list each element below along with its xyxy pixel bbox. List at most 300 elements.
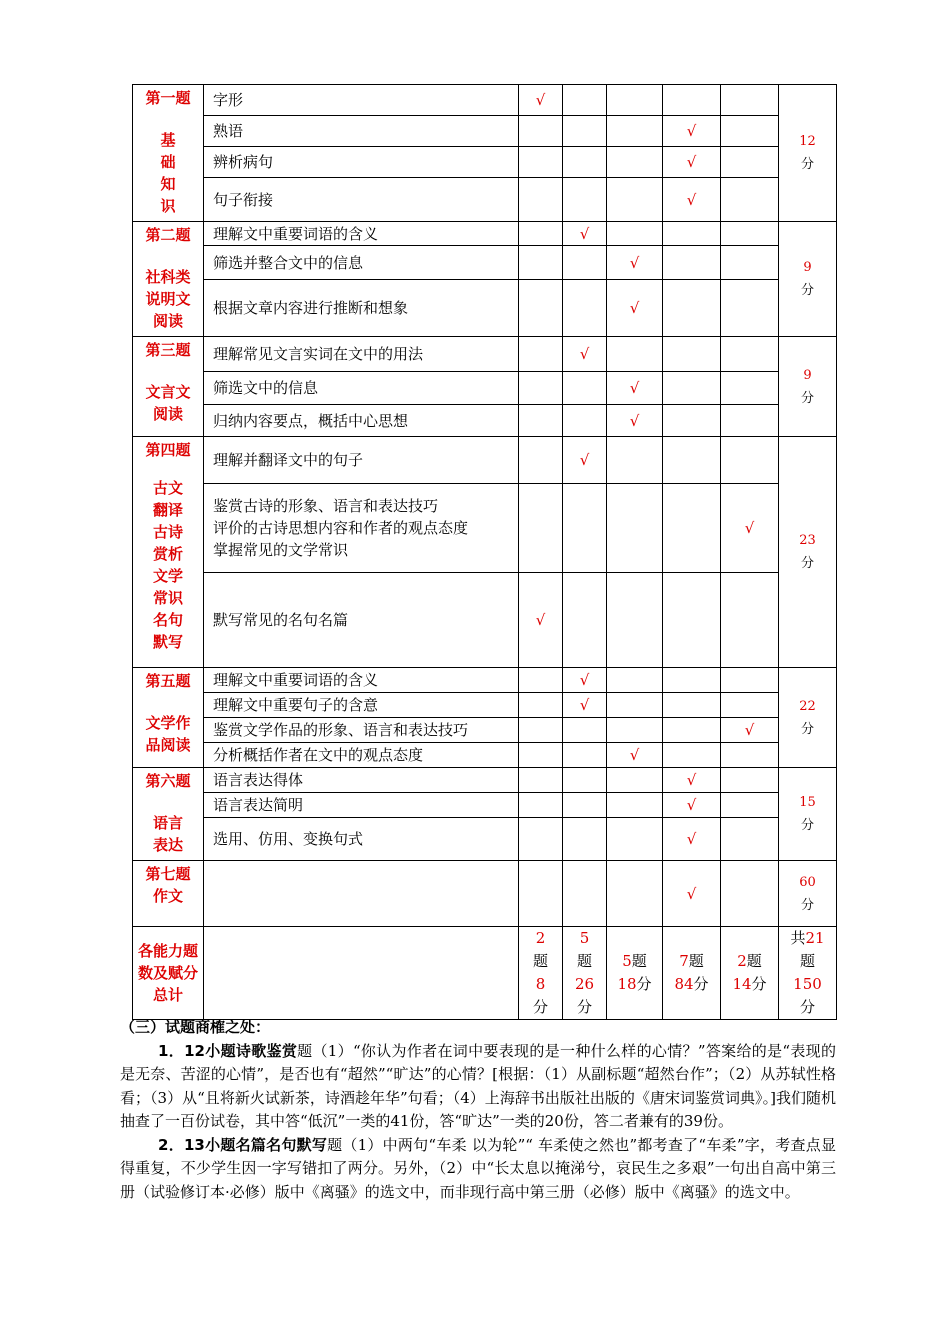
check-cell — [721, 484, 779, 573]
table-row — [133, 116, 837, 147]
score-unit: 分 — [800, 721, 814, 737]
section-name-line: 语言 — [152, 814, 183, 832]
section-score-cell — [779, 668, 837, 768]
section-number: 第五题 — [145, 672, 191, 690]
check-cell — [721, 573, 779, 668]
total-c4-cell — [663, 927, 721, 1020]
ability-item: 理解常见文言实词在文中的用法 — [213, 345, 424, 363]
check-cell — [663, 337, 721, 372]
section-label-cell — [133, 861, 204, 927]
section-name-line: 文言文 — [145, 383, 191, 401]
check-cell — [607, 718, 663, 743]
section-name-line: 古文 — [152, 479, 183, 497]
check-cell — [607, 437, 663, 484]
ability-item: 理解文中重要词语的含义 — [213, 224, 379, 243]
check-cell — [519, 718, 563, 743]
check-cell — [563, 116, 607, 147]
score-value: 9 — [803, 367, 812, 383]
ability-item-cell — [204, 337, 519, 372]
check-cell — [563, 437, 607, 484]
check-cell — [607, 222, 663, 246]
total-question-count: 2 — [535, 929, 546, 947]
total-question-unit: 题 — [746, 952, 762, 970]
check-cell — [607, 743, 663, 768]
score-value: 23 — [799, 533, 816, 548]
score-unit: 分 — [800, 283, 814, 298]
check-cell — [663, 861, 721, 927]
check-cell — [519, 337, 563, 372]
check-cell — [663, 668, 721, 693]
check-mark-icon: √ — [629, 411, 640, 430]
total-points: 8 — [535, 975, 546, 993]
section-name-line: 文学 — [152, 567, 183, 585]
check-cell — [607, 668, 663, 693]
section-score-cell — [779, 861, 837, 927]
total-points: 84 — [674, 975, 694, 993]
table-row — [133, 768, 837, 793]
ability-item: 语言表达得体 — [213, 771, 304, 789]
check-cell — [721, 718, 779, 743]
check-cell — [607, 484, 663, 573]
section-name-line: 阅读 — [152, 312, 183, 330]
check-cell — [519, 437, 563, 484]
total-c4 — [663, 950, 720, 996]
check-cell — [563, 818, 607, 861]
ability-item: 选用、仿用、变换句式 — [213, 830, 364, 848]
table-row — [133, 337, 837, 372]
check-cell — [721, 668, 779, 693]
totals-row — [133, 927, 837, 1020]
totals-label: 各能力题数及赋分总计 — [138, 942, 199, 1004]
check-mark-icon: √ — [535, 91, 546, 109]
table-body — [133, 85, 837, 1020]
ability-item-cell — [204, 405, 519, 437]
total-points-unit: 分 — [693, 975, 709, 993]
ability-item-line: 掌握常见的文学常识 — [213, 541, 349, 559]
grand-total-questions: 21 — [805, 929, 825, 947]
check-cell — [607, 116, 663, 147]
check-cell — [519, 222, 563, 246]
total-points-line — [721, 973, 778, 996]
section-label-cell — [133, 768, 204, 861]
check-cell — [519, 85, 563, 116]
section-name-line: 翻译 — [152, 501, 183, 519]
section-label-cell — [133, 337, 204, 437]
section-label-gap — [133, 246, 203, 266]
section-label-gap — [133, 692, 203, 712]
section-name-line: 默写 — [152, 633, 183, 651]
check-cell — [663, 793, 721, 818]
ability-item-cell — [204, 85, 519, 116]
check-cell — [563, 372, 607, 405]
score-value: 15 — [799, 795, 816, 810]
check-cell — [607, 768, 663, 793]
total-points-unit: 分 — [636, 975, 652, 993]
check-cell — [721, 437, 779, 484]
ability-item-cell — [204, 573, 519, 668]
ability-item: 句子衔接 — [213, 190, 274, 209]
check-cell — [519, 116, 563, 147]
table-row — [133, 405, 837, 437]
check-cell — [607, 573, 663, 668]
total-points-unit: 分 — [576, 998, 592, 1016]
section-name-line: 础 — [160, 153, 176, 171]
ability-item-cell — [204, 222, 519, 246]
check-cell — [721, 372, 779, 405]
grand-total-points: 150 — [793, 975, 822, 993]
paragraph-1-body: 题（1）“你认为作者在词中要表现的是一种什么样的心情？”答案给的是“表现的是无奈、苦涩的心情”，是否也有“超然”“旷达”的心情？[根据：（1）从副标题“超然台作”；（2）从苏轼性格看；（3）从“且将新火试新茶，诗酒趁年华”句看；（4）上海辞书出版社出版的《唐宋词鉴赏词典》。]我们随机抽查了一百份试卷，其中答“低沉”一类的41份，答“旷达”一类的20份，答二者兼有的39份。 — [120, 1041, 836, 1130]
table-row — [133, 573, 837, 668]
check-cell — [663, 178, 721, 222]
section-name-line: 阅读 — [152, 405, 183, 423]
ability-item: 根据文章内容进行推断和想象 — [213, 299, 409, 317]
check-cell — [721, 743, 779, 768]
total-points-unit: 分 — [751, 975, 767, 993]
check-cell — [607, 337, 663, 372]
total-c5 — [721, 950, 778, 996]
check-cell — [563, 405, 607, 437]
check-cell — [663, 818, 721, 861]
check-cell — [563, 718, 607, 743]
section-name-line: 名句 — [152, 611, 183, 629]
total-question-line — [721, 950, 778, 973]
score-unit: 分 — [800, 157, 814, 172]
section-number: 第四题 — [145, 441, 191, 459]
paragraph-2-body: 题（1）中两句“车柔 以为轮”“ 车柔使之然也”都考查了“车柔”字，考查点显得重复，不少学生因一字写错扣了两分。另外，（2）中“长太息以掩涕兮，哀民生之多艰”一句出自高中第三册（试验修订本·必修）版中《离骚》的选文中，而非现行高中第三册（必修）版中《离骚》的选文中。 — [120, 1135, 837, 1201]
section-score-cell — [779, 768, 837, 861]
table-row — [133, 147, 837, 178]
section-name-line: 作文 — [152, 887, 183, 905]
check-cell — [563, 484, 607, 573]
section-name-line: 常识 — [152, 589, 183, 607]
ability-item-cell — [204, 693, 519, 718]
total-question-line — [663, 950, 720, 973]
total-c5-cell — [721, 927, 779, 1020]
section-name-line: 文学作 — [145, 714, 191, 732]
check-mark-icon: √ — [686, 884, 697, 903]
total-c3 — [607, 950, 662, 996]
check-cell — [721, 793, 779, 818]
total-points-unit: 分 — [532, 998, 548, 1016]
score-unit: 分 — [800, 556, 814, 571]
section-score-cell — [779, 222, 837, 337]
check-cell — [663, 246, 721, 280]
section-score-cell — [779, 85, 837, 222]
check-cell — [607, 818, 663, 861]
table-row — [133, 222, 837, 246]
ability-item-cell — [204, 246, 519, 280]
total-points: 26 — [574, 975, 595, 993]
check-cell — [563, 768, 607, 793]
table-row — [133, 743, 837, 768]
section-name-line: 知 — [160, 175, 176, 193]
total-points-line — [663, 973, 720, 996]
check-mark-icon: √ — [629, 299, 640, 317]
check-cell — [563, 178, 607, 222]
check-cell — [607, 246, 663, 280]
check-cell — [563, 222, 607, 246]
check-mark-icon: √ — [535, 611, 546, 629]
check-cell — [519, 178, 563, 222]
ability-item-cell — [204, 116, 519, 147]
check-mark-icon: √ — [686, 122, 697, 140]
paragraph-1-lead: 1．12小题诗歌鉴赏 — [158, 1041, 298, 1060]
totals-label-cell — [133, 927, 204, 1020]
check-cell — [721, 405, 779, 437]
table-row — [133, 437, 837, 484]
total-c1-cell — [519, 927, 563, 1020]
section-score-cell — [779, 337, 837, 437]
section-heading: （三）试题商榷之处： — [120, 1018, 271, 1036]
ability-item-cell — [204, 437, 519, 484]
check-mark-icon: √ — [629, 253, 640, 272]
check-cell — [663, 222, 721, 246]
check-cell — [607, 372, 663, 405]
check-cell — [607, 793, 663, 818]
check-mark-icon: √ — [579, 224, 590, 243]
score-unit: 分 — [800, 897, 814, 913]
check-cell — [663, 85, 721, 116]
check-cell — [607, 405, 663, 437]
section-score-cell — [779, 437, 837, 668]
check-mark-icon: √ — [686, 153, 697, 171]
check-cell — [663, 280, 721, 337]
check-cell — [663, 743, 721, 768]
ability-item: 字形 — [213, 91, 244, 109]
ability-item-cell — [204, 178, 519, 222]
total-c1 — [519, 927, 562, 1019]
check-cell — [663, 484, 721, 573]
total-points-line — [607, 973, 662, 996]
section-number: 第二题 — [145, 226, 191, 244]
ability-item-cell — [204, 280, 519, 337]
check-mark-icon: √ — [629, 746, 640, 764]
ability-item-cell — [204, 861, 519, 927]
total-c3-cell — [607, 927, 663, 1020]
score-value: 22 — [799, 698, 816, 714]
section-name-line: 赏析 — [152, 545, 183, 563]
section-number: 第六题 — [145, 772, 191, 790]
grand-total-question-line — [779, 927, 836, 950]
check-cell — [721, 178, 779, 222]
check-cell — [563, 147, 607, 178]
table-row — [133, 85, 837, 116]
check-cell — [607, 85, 663, 116]
check-cell — [563, 85, 607, 116]
total-question-count: 5 — [579, 929, 590, 947]
section-name-line: 社科类 — [145, 268, 191, 286]
check-cell — [519, 861, 563, 927]
empty-cell — [204, 927, 519, 1020]
check-cell — [563, 668, 607, 693]
check-mark-icon: √ — [579, 696, 590, 714]
check-cell — [519, 693, 563, 718]
ability-item-cell — [204, 793, 519, 818]
ability-item: 筛选文中的信息 — [213, 379, 319, 397]
check-cell — [607, 178, 663, 222]
table-row — [133, 861, 837, 927]
check-cell — [663, 718, 721, 743]
check-cell — [721, 246, 779, 280]
section-name-line: 古诗 — [152, 523, 183, 541]
score-unit: 分 — [800, 390, 814, 406]
table-row — [133, 280, 837, 337]
total-c2-cell — [563, 927, 607, 1020]
table-row — [133, 484, 837, 573]
total-question-unit: 题 — [631, 952, 647, 970]
check-cell — [663, 693, 721, 718]
check-cell — [563, 337, 607, 372]
total-question-unit: 题 — [688, 952, 704, 970]
section-label-cell — [133, 85, 204, 222]
discussion-text — [120, 1016, 836, 1204]
check-mark-icon: √ — [686, 830, 697, 848]
ability-item-cell — [204, 718, 519, 743]
table-row — [133, 246, 837, 280]
score-value: 60 — [799, 874, 816, 890]
check-cell — [519, 372, 563, 405]
check-cell — [663, 147, 721, 178]
ability-item: 归纳内容要点，概括中心思想 — [213, 411, 409, 430]
ability-item-cell — [204, 818, 519, 861]
check-cell — [721, 116, 779, 147]
total-question-line — [607, 950, 662, 973]
check-mark-icon: √ — [686, 190, 697, 209]
check-cell — [563, 861, 607, 927]
check-cell — [519, 147, 563, 178]
section-label-gap — [133, 361, 203, 381]
score-value: 9 — [803, 260, 812, 275]
table-row — [133, 693, 837, 718]
ability-item: 默写常见的名句名篇 — [213, 611, 349, 629]
check-cell — [721, 768, 779, 793]
check-cell — [721, 693, 779, 718]
ability-item-cell — [204, 768, 519, 793]
ability-item-cell — [204, 484, 519, 573]
check-cell — [663, 573, 721, 668]
ability-item-cell — [204, 743, 519, 768]
check-cell — [519, 484, 563, 573]
check-cell — [519, 405, 563, 437]
total-points: 18 — [617, 975, 637, 993]
table-row — [133, 372, 837, 405]
check-cell — [663, 768, 721, 793]
ability-item-cell — [204, 147, 519, 178]
check-cell — [519, 818, 563, 861]
total-question-count: 7 — [679, 952, 689, 970]
check-cell — [519, 573, 563, 668]
check-cell — [663, 372, 721, 405]
section-name-line: 说明文 — [145, 290, 191, 308]
check-mark-icon: √ — [629, 379, 640, 397]
section-label-gap — [133, 792, 203, 812]
total-question-count: 2 — [737, 952, 747, 970]
ability-item-cell — [204, 372, 519, 405]
check-cell — [721, 147, 779, 178]
score-unit: 分 — [800, 818, 814, 833]
section-name-line: 识 — [160, 197, 176, 215]
table-row — [133, 178, 837, 222]
check-cell — [519, 280, 563, 337]
section-label-cell — [133, 668, 204, 768]
check-cell — [721, 222, 779, 246]
section-label-cell — [133, 437, 204, 668]
check-mark-icon: √ — [686, 796, 697, 814]
paragraph-1 — [120, 1040, 836, 1134]
check-cell — [563, 280, 607, 337]
ability-item-cell — [204, 668, 519, 693]
check-cell — [721, 337, 779, 372]
ability-item-line: 评价的古诗思想内容和作者的观点态度 — [213, 519, 469, 537]
grand-total-cell — [779, 927, 837, 1020]
section-number: 第七题 — [145, 865, 191, 883]
check-cell — [563, 743, 607, 768]
check-cell — [721, 818, 779, 861]
grand-total-points-unit: 分 — [799, 998, 815, 1016]
grand-total-question-unit: 题 — [799, 952, 815, 970]
section-number: 第三题 — [145, 341, 191, 359]
check-cell — [607, 147, 663, 178]
check-cell — [519, 246, 563, 280]
check-mark-icon: √ — [744, 721, 755, 739]
section-label-gap — [133, 109, 203, 129]
paragraph-2 — [120, 1134, 836, 1205]
check-cell — [563, 246, 607, 280]
ability-item: 语言表达简明 — [213, 796, 304, 814]
ability-score-table — [132, 84, 837, 1020]
ability-item: 筛选并整合文中的信息 — [213, 253, 364, 272]
check-mark-icon: √ — [579, 671, 590, 689]
section-label-cell — [133, 222, 204, 337]
check-cell — [563, 573, 607, 668]
check-mark-icon: √ — [744, 519, 755, 537]
check-cell — [663, 116, 721, 147]
section-label-gap — [133, 461, 203, 477]
section-name-line: 表达 — [152, 836, 183, 854]
check-mark-icon: √ — [686, 771, 697, 789]
ability-item: 理解文中重要句子的含意 — [213, 696, 379, 714]
check-cell — [563, 693, 607, 718]
ability-item-line: 鉴赏古诗的形象、语言和表达技巧 — [213, 497, 439, 515]
ability-item: 理解文中重要词语的含义 — [213, 671, 379, 689]
section-number: 第一题 — [145, 89, 191, 107]
check-cell — [607, 861, 663, 927]
check-cell — [663, 437, 721, 484]
ability-item: 熟语 — [213, 122, 244, 140]
check-cell — [607, 280, 663, 337]
ability-item: 辨析病句 — [213, 153, 274, 171]
check-cell — [721, 280, 779, 337]
check-mark-icon: √ — [579, 451, 590, 469]
total-points: 14 — [732, 975, 752, 993]
table-row — [133, 793, 837, 818]
check-mark-icon: √ — [579, 345, 590, 363]
check-cell — [519, 793, 563, 818]
check-cell — [519, 743, 563, 768]
table-row — [133, 668, 837, 693]
ability-item: 分析概括作者在文中的观点态度 — [213, 746, 424, 764]
check-cell — [721, 861, 779, 927]
check-cell — [663, 405, 721, 437]
section-name-line: 基 — [160, 131, 176, 149]
paragraph-2-lead: 2．13小题名篇名句默写 — [158, 1135, 328, 1154]
table-row — [133, 818, 837, 861]
ability-item: 鉴赏文学作品的形象、语言和表达技巧 — [213, 721, 469, 739]
check-cell — [721, 85, 779, 116]
check-cell — [607, 693, 663, 718]
section-name-line: 品阅读 — [145, 736, 191, 754]
score-value: 12 — [799, 134, 816, 149]
